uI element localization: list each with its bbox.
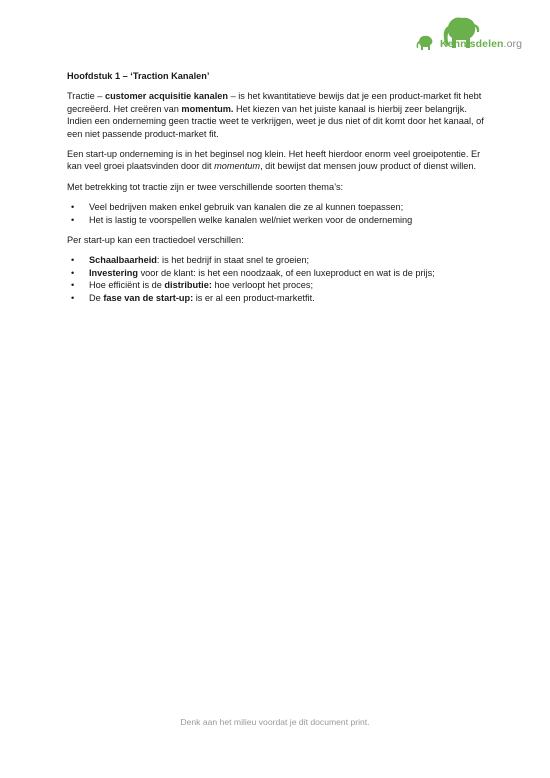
text: – is het kwantitatieve bewijs dat je een product-market fit hebt gecreëerd. Het creëren van xyxy=(67,91,482,114)
list-item xyxy=(67,214,492,226)
bullet: • xyxy=(71,214,75,225)
text: Tractie – xyxy=(67,91,105,102)
list-item xyxy=(67,279,492,291)
bold-term: distributie: xyxy=(164,280,212,291)
bullet: • xyxy=(71,267,75,278)
footer-note: Denk aan het milieu voordat je dit document print. xyxy=(180,717,370,727)
list-item xyxy=(67,292,492,304)
logo-text-part1: Kennis xyxy=(440,38,476,50)
bold-term: customer acquisitie kanalen xyxy=(104,91,229,102)
logo-text-part3: .org xyxy=(503,38,523,50)
text: , dit bewijst dat mensen jouw product of dienst willen. xyxy=(260,161,477,172)
italic-term: momentum xyxy=(214,161,261,172)
kennisdelen-logo xyxy=(416,14,528,56)
list-item xyxy=(67,254,492,266)
text: : is het bedrijf in staat snel te groeien; xyxy=(156,255,310,266)
paragraph-startup xyxy=(67,148,492,173)
text: Het kiezen van het juiste kanaal is hierbij zeer belangrijk. Indien een onderneming geen tractie weet te verkrijgen, weet je dus niet of dit komt door het kanaal, of een niet passende product-market fit. xyxy=(67,103,484,139)
chapter-heading: Hoofdstuk 1 – ‘Traction Kanalen’ xyxy=(67,71,210,81)
list-item-text: Veel bedrijven maken enkel gebruik van kanalen die ze al kunnen toepassen; xyxy=(89,202,404,213)
list-item xyxy=(67,267,492,279)
themes-list xyxy=(67,201,492,226)
goals-list xyxy=(67,254,492,304)
text: voor de klant: is het een noodzaak, of een luxeproduct en wat is de prijs; xyxy=(138,267,435,278)
text: hoe verloopt het proces; xyxy=(211,280,314,291)
bold-term: fase van de start-up: xyxy=(103,292,194,303)
list-item-text: Het is lastig te voorspellen welke kanalen wel/niet werken voor de onderneming xyxy=(89,214,413,225)
logo-text xyxy=(440,38,522,50)
bold-term: Schaalbaarheid xyxy=(89,255,157,266)
text: Een start-up onderneming is in het beginsel nog klein. Het heeft hierdoor enorm veel groeipotentie. Er kan veel groei plaatsvinden door dit xyxy=(67,149,481,172)
bold-term: Investering xyxy=(89,267,139,278)
document-body xyxy=(67,70,492,312)
bullet: • xyxy=(71,280,75,291)
list-item xyxy=(67,201,492,213)
paragraph-tractie xyxy=(67,90,492,140)
bullet: • xyxy=(71,202,75,213)
paragraph-themes-intro: Met betrekking tot tractie zijn er twee verschillende soorten thema’s: xyxy=(67,181,344,192)
bold-term: momentum. xyxy=(181,103,234,114)
text: Hoe efficiënt is de xyxy=(89,280,165,291)
text: is er al een product-marketfit. xyxy=(193,292,315,303)
paragraph-goals-intro: Per start-up kan een tractiedoel verschillen: xyxy=(67,235,244,246)
text: De xyxy=(89,292,104,303)
bullet: • xyxy=(71,292,75,303)
bullet: • xyxy=(71,255,75,266)
logo-text-part2: delen xyxy=(475,38,504,50)
